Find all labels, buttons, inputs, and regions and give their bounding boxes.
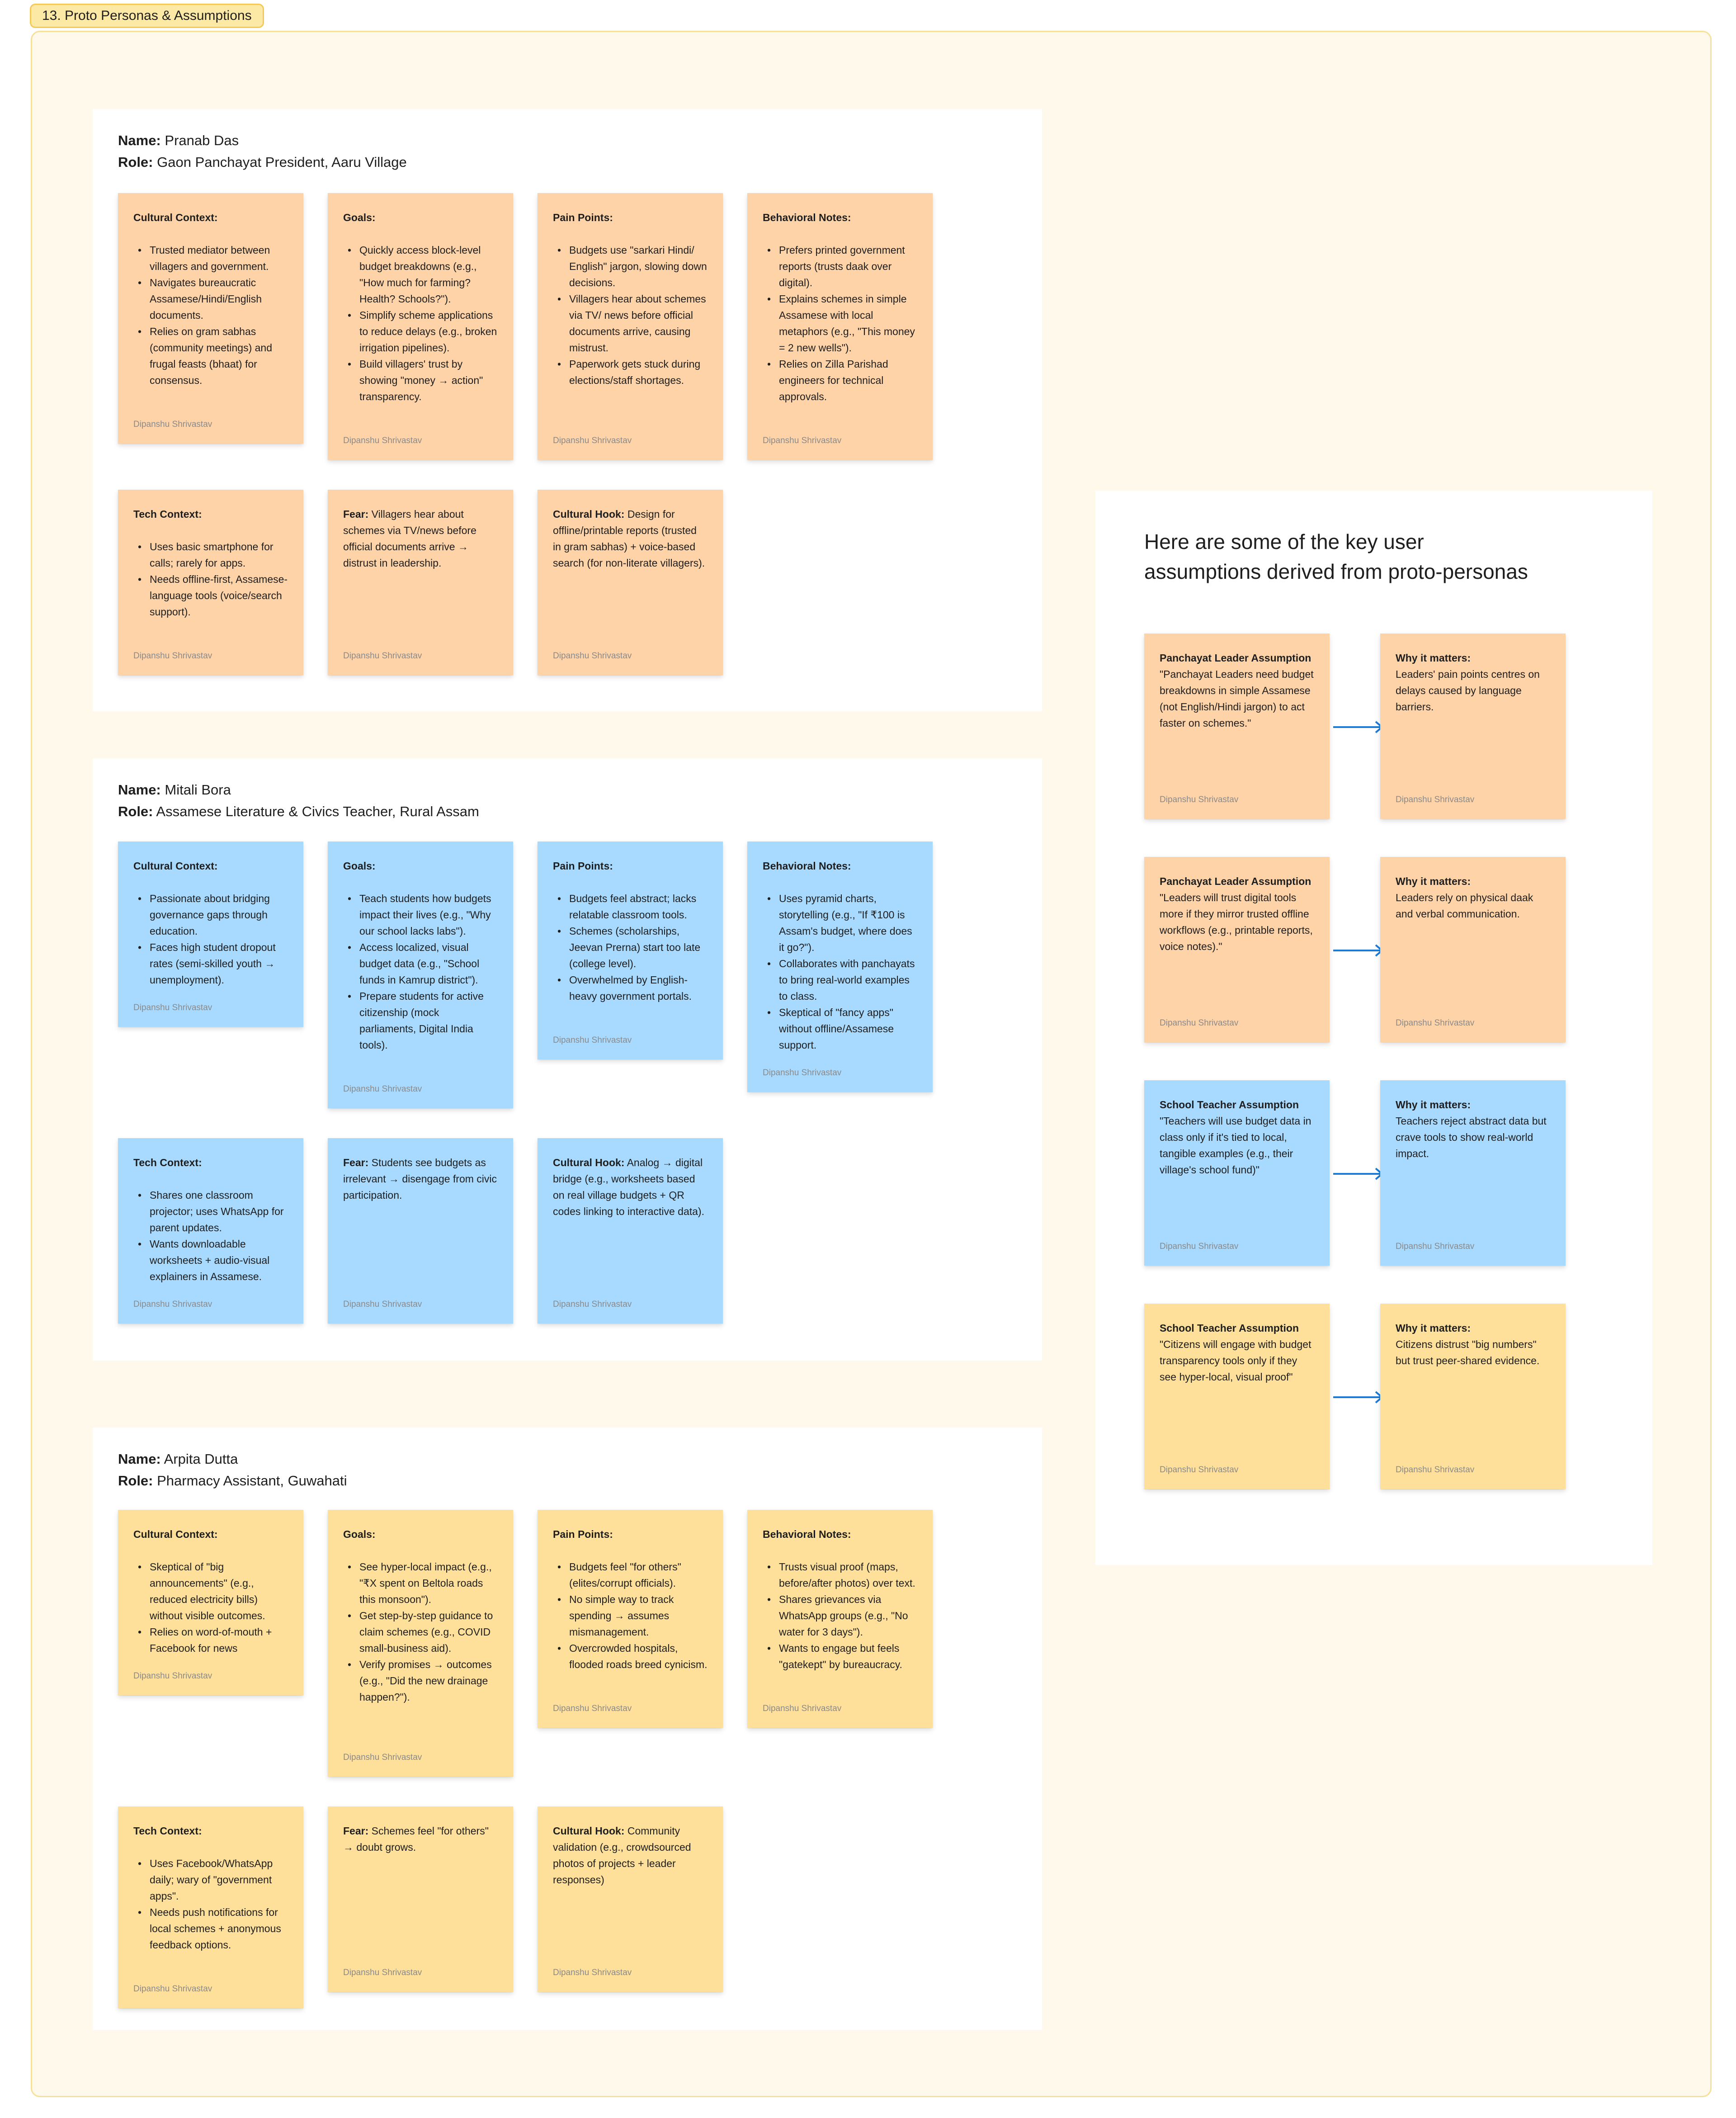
sticky-title: Goals: <box>343 212 376 223</box>
list-item: • Overwhelmed by English-heavy government portals. <box>553 972 708 1004</box>
list-item: • Uses Facebook/WhatsApp daily; wary of "government apps". <box>133 1855 288 1904</box>
sticky-author: Dipanshu Shrivastav <box>1160 1465 1239 1475</box>
sticky-tech-context[interactable] <box>118 490 303 675</box>
sticky-goals[interactable] <box>328 193 513 460</box>
sticky-title: Tech Context: <box>133 1157 202 1168</box>
sticky-tech-context[interactable] <box>118 1806 303 2008</box>
sticky-text: Leaders rely on physical daak and verbal communication. <box>1396 892 1533 920</box>
list-item: • Wants downloadable worksheets + audio-visual explainers in Assamese. <box>133 1236 288 1285</box>
sticky-author: Dipanshu Shrivastav <box>1160 795 1239 804</box>
sticky-author: Dipanshu Shrivastav <box>343 1968 422 1977</box>
sticky-author: Dipanshu Shrivastav <box>553 1704 632 1713</box>
list-item: • Collaborates with panchayats to bring real-world examples to class. <box>763 955 917 1004</box>
sticky-author: Dipanshu Shrivastav <box>133 651 212 661</box>
sticky-pain-points[interactable] <box>538 193 723 460</box>
arrow-right-icon <box>1332 944 1385 957</box>
list-item: • Simplify scheme applications to reduce delays (e.g., broken irrigation pipelines). <box>343 307 498 356</box>
sticky-cultural-hook[interactable] <box>538 1806 723 1992</box>
sticky-title: Cultural Context: <box>133 212 218 223</box>
list-item: • See hyper-local impact (e.g., "₹X spent on Beltola roads this monsoon"). <box>343 1559 498 1607</box>
sticky-text: Teachers reject abstract data but crave tools to show real-world impact. <box>1396 1115 1547 1159</box>
list-item: • Relies on Zilla Parishad engineers for technical approvals. <box>763 356 917 405</box>
role-label: Role: <box>118 154 153 170</box>
sticky-text: Analog → digital bridge (e.g., worksheets based on real village budgets + QR codes linking to interactive data). <box>553 1157 704 1217</box>
list-item: • Schemes (scholarships, Jeevan Prerna) start too late (college level). <box>553 923 708 972</box>
sticky-title: Cultural Hook: <box>553 1157 625 1168</box>
sticky-author: Dipanshu Shrivastav <box>133 1300 212 1309</box>
sticky-behavioral-notes[interactable] <box>747 1510 933 1728</box>
arrow-right-icon <box>1332 720 1385 734</box>
sticky-author: Dipanshu Shrivastav <box>1396 795 1475 804</box>
sticky-pain-points[interactable] <box>538 842 723 1059</box>
list-item: • Relies on gram sabhas (community meetings) and frugal feasts (bhaat) for consensus. <box>133 323 288 388</box>
sticky-cultural-context[interactable] <box>118 193 303 444</box>
sticky-text: "Panchayat Leaders need budget breakdowns in simple Assamese (not English/Hindi jargon) to act faster on schemes." <box>1160 668 1314 729</box>
assumption-sticky[interactable] <box>1144 1080 1330 1266</box>
sticky-author: Dipanshu Shrivastav <box>763 436 842 445</box>
sticky-author: Dipanshu Shrivastav <box>1396 1018 1475 1028</box>
assumption-sticky[interactable] <box>1144 1304 1330 1489</box>
sticky-text: Citizens distrust "big numbers" but trust peer-shared evidence. <box>1396 1338 1540 1366</box>
name-label: Name: <box>118 1451 161 1467</box>
sticky-title: Cultural Hook: <box>553 508 625 520</box>
sticky-author: Dipanshu Shrivastav <box>1396 1242 1475 1251</box>
sticky-cultural-hook[interactable] <box>538 490 723 675</box>
list-item: • Prefers printed government reports (trusts daak over digital). <box>763 242 917 291</box>
sticky-title: Cultural Hook: <box>553 1825 625 1837</box>
sticky-title: Behavioral Notes: <box>763 860 851 872</box>
sticky-author: Dipanshu Shrivastav <box>133 1003 212 1012</box>
sticky-author: Dipanshu Shrivastav <box>133 1671 212 1681</box>
list-item: • Uses basic smartphone for calls; rarely for apps. <box>133 539 288 571</box>
sticky-title: Behavioral Notes: <box>763 212 851 223</box>
sticky-title: Pain Points: <box>553 1528 613 1540</box>
list-item: • Uses pyramid charts, storytelling (e.g., "If ₹100 is Assam's budget, where does it go?"). <box>763 890 917 955</box>
sticky-title: School Teacher Assumption <box>1160 1099 1299 1111</box>
sticky-text: "Teachers will use budget data in class only if it's tied to local, tangible examples (e.g., their village's school fund)" <box>1160 1115 1311 1176</box>
sticky-text: Schemes feel "for others" → doubt grows. <box>343 1825 489 1853</box>
sticky-tech-context[interactable] <box>118 1138 303 1324</box>
arrow-right-icon <box>1332 1390 1385 1404</box>
why-it-matters-sticky[interactable] <box>1380 1304 1566 1489</box>
section-label[interactable]: 13. Proto Personas & Assumptions <box>30 4 264 28</box>
sticky-fear[interactable] <box>328 1806 513 1992</box>
list-item: • Needs offline-first, Assamese-language tools (voice/search support). <box>133 571 288 620</box>
list-item: • Access localized, visual budget data (e.g., "School funds in Kamrup district"). <box>343 939 498 988</box>
sticky-text: Villagers hear about schemes via TV/news before official documents arrive → distrust in leadership. <box>343 508 476 569</box>
sticky-fear[interactable] <box>328 1138 513 1324</box>
sticky-author: Dipanshu Shrivastav <box>343 1084 422 1094</box>
proto-personas-section <box>31 31 1712 2097</box>
sticky-title: Pain Points: <box>553 860 613 872</box>
sticky-text: Students see budgets as irrelevant → disengage from civic participation. <box>343 1157 497 1201</box>
list-item: • Villagers hear about schemes via TV/ news before official documents arrive, causing mistrust. <box>553 291 708 356</box>
sticky-cultural-hook[interactable] <box>538 1138 723 1324</box>
sticky-author: Dipanshu Shrivastav <box>343 1300 422 1309</box>
list-item: • Get step-by-step guidance to claim schemes (e.g., COVID small-business aid). <box>343 1607 498 1656</box>
sticky-author: Dipanshu Shrivastav <box>133 1984 212 1994</box>
sticky-title: Behavioral Notes: <box>763 1528 851 1540</box>
sticky-title: Panchayat Leader Assumption <box>1160 875 1311 887</box>
persona-role: Assamese Literature & Civics Teacher, Rural Assam <box>156 804 479 819</box>
sticky-title: Cultural Context: <box>133 860 218 872</box>
assumption-sticky[interactable] <box>1144 857 1330 1042</box>
persona-role: Pharmacy Assistant, Guwahati <box>157 1473 347 1489</box>
name-label: Name: <box>118 782 161 798</box>
why-it-matters-sticky[interactable] <box>1380 634 1566 819</box>
sticky-author: Dipanshu Shrivastav <box>553 1968 632 1977</box>
persona-name: Pranab Das <box>165 132 239 148</box>
sticky-title: Tech Context: <box>133 1825 202 1837</box>
list-item: • No simple way to track spending → assumes mismanagement. <box>553 1591 708 1640</box>
list-item: • Prepare students for active citizenship (mock parliaments, Digital India tools). <box>343 988 498 1053</box>
title-line: Here are some of the key user <box>1144 530 1424 553</box>
name-label: Name: <box>118 132 161 148</box>
list-item: • Budgets use "sarkari Hindi/ English" jargon, slowing down decisions. <box>553 242 708 291</box>
list-item: • Relies on word-of-mouth + Facebook for news <box>133 1624 288 1656</box>
sticky-author: Dipanshu Shrivastav <box>553 436 632 445</box>
sticky-title: Why it matters: <box>1396 1099 1471 1111</box>
arrow-right-icon <box>1332 1167 1385 1181</box>
sticky-text: Community validation (e.g., crowdsourced photos of projects + leader responses) <box>553 1825 691 1886</box>
sticky-author: Dipanshu Shrivastav <box>553 1300 632 1309</box>
list-item: • Needs push notifications for local schemes + anonymous feedback options. <box>133 1904 288 1953</box>
sticky-author: Dipanshu Shrivastav <box>763 1068 842 1078</box>
persona-panel-mitali <box>93 758 1042 1361</box>
list-item: • Build villagers' trust by showing "money → action" transparency. <box>343 356 498 405</box>
list-item: • Budgets feel abstract; lacks relatable classroom tools. <box>553 890 708 923</box>
persona-name: Mitali Bora <box>165 782 231 798</box>
title-line: assumptions derived from proto-personas <box>1144 560 1528 583</box>
list-item: • Paperwork gets stuck during elections/staff shortages. <box>553 356 708 388</box>
persona-name: Arpita Dutta <box>164 1451 238 1467</box>
sticky-title: Why it matters: <box>1396 1322 1471 1334</box>
persona-header <box>118 779 479 823</box>
role-label: Role: <box>118 1473 153 1489</box>
sticky-author: Dipanshu Shrivastav <box>343 651 422 661</box>
sticky-title: Panchayat Leader Assumption <box>1160 652 1311 664</box>
list-item: • Wants to engage but feels "gatekept" by bureaucracy. <box>763 1640 917 1673</box>
sticky-author: Dipanshu Shrivastav <box>1160 1242 1239 1251</box>
sticky-author: Dipanshu Shrivastav <box>1160 1018 1239 1028</box>
sticky-author: Dipanshu Shrivastav <box>553 651 632 661</box>
list-item: • Shares one classroom projector; uses WhatsApp for parent updates. <box>133 1187 288 1236</box>
persona-panel-arpita <box>93 1428 1042 2030</box>
list-item: • Teach students how budgets impact their lives (e.g., "Why our school lacks labs"). <box>343 890 498 939</box>
why-it-matters-sticky[interactable] <box>1380 857 1566 1042</box>
sticky-title: Fear: <box>343 1157 369 1168</box>
persona-role: Gaon Panchayat President, Aaru Village <box>157 154 407 170</box>
sticky-title: Why it matters: <box>1396 652 1471 664</box>
sticky-goals[interactable] <box>328 1510 513 1777</box>
persona-header <box>118 1448 347 1492</box>
sticky-title: Fear: <box>343 1825 369 1837</box>
assumption-sticky[interactable] <box>1144 634 1330 819</box>
sticky-pain-points[interactable] <box>538 1510 723 1728</box>
sticky-cultural-context[interactable] <box>118 1510 303 1695</box>
persona-panel-pranab <box>93 109 1042 711</box>
list-item: • Overcrowded hospitals, flooded roads breed cynicism. <box>553 1640 708 1673</box>
persona-header <box>118 130 407 173</box>
sticky-title: Goals: <box>343 860 376 872</box>
sticky-behavioral-notes[interactable] <box>747 842 933 1092</box>
sticky-text: Design for offline/printable reports (trusted in gram sabhas) + voice-based search (for non-literate villagers). <box>553 508 705 569</box>
sticky-text: "Citizens will engage with budget transparency tools only if they see hyper-local, visual proof" <box>1160 1338 1311 1383</box>
sticky-author: Dipanshu Shrivastav <box>763 1704 842 1713</box>
sticky-cultural-context[interactable] <box>118 842 303 1027</box>
list-item: • Navigates bureaucratic Assamese/Hindi/English documents. <box>133 274 288 323</box>
sticky-title: Goals: <box>343 1528 376 1540</box>
sticky-title: Tech Context: <box>133 508 202 520</box>
list-item: • Budgets feel "for others" (elites/corrupt officials). <box>553 1559 708 1591</box>
role-label: Role: <box>118 804 153 819</box>
sticky-behavioral-notes[interactable] <box>747 193 933 460</box>
why-it-matters-sticky[interactable] <box>1380 1080 1566 1266</box>
sticky-author: Dipanshu Shrivastav <box>133 420 212 429</box>
sticky-title: Fear: <box>343 508 369 520</box>
sticky-author: Dipanshu Shrivastav <box>1396 1465 1475 1475</box>
sticky-goals[interactable] <box>328 842 513 1108</box>
sticky-author: Dipanshu Shrivastav <box>553 1035 632 1045</box>
list-item: • Trusts visual proof (maps, before/after photos) over text. <box>763 1559 917 1591</box>
sticky-title: Why it matters: <box>1396 875 1471 887</box>
list-item: • Trusted mediator between villagers and government. <box>133 242 288 274</box>
sticky-title: Cultural Context: <box>133 1528 218 1540</box>
list-item: • Passionate about bridging governance gaps through education. <box>133 890 288 939</box>
sticky-title: Pain Points: <box>553 212 613 223</box>
list-item: • Faces high student dropout rates (semi-skilled youth → unemployment). <box>133 939 288 988</box>
sticky-fear[interactable] <box>328 490 513 675</box>
list-item: • Skeptical of "fancy apps" without offline/Assamese support. <box>763 1004 917 1053</box>
list-item: • Explains schemes in simple Assamese with local metaphors (e.g., "This money = 2 new wells"). <box>763 291 917 356</box>
assumptions-title <box>1144 527 1528 586</box>
sticky-text: "Leaders will trust digital tools more if they mirror trusted offline workflows (e.g., printable reports, voice notes)." <box>1160 892 1313 952</box>
sticky-title: School Teacher Assumption <box>1160 1322 1299 1334</box>
sticky-author: Dipanshu Shrivastav <box>343 1753 422 1762</box>
sticky-author: Dipanshu Shrivastav <box>343 436 422 445</box>
list-item: • Skeptical of "big announcements" (e.g., reduced electricity bills) without visible outcomes. <box>133 1559 288 1624</box>
sticky-text: Leaders' pain points centres on delays caused by language barriers. <box>1396 668 1540 713</box>
list-item: • Shares grievances via WhatsApp groups (e.g., "No water for 3 days"). <box>763 1591 917 1640</box>
list-item: • Quickly access block-level budget breakdowns (e.g., "How much for farming? Health? Schools?"). <box>343 242 498 307</box>
assumptions-panel <box>1095 491 1652 1565</box>
list-item: • Verify promises → outcomes (e.g., "Did the new drainage happen?"). <box>343 1656 498 1705</box>
